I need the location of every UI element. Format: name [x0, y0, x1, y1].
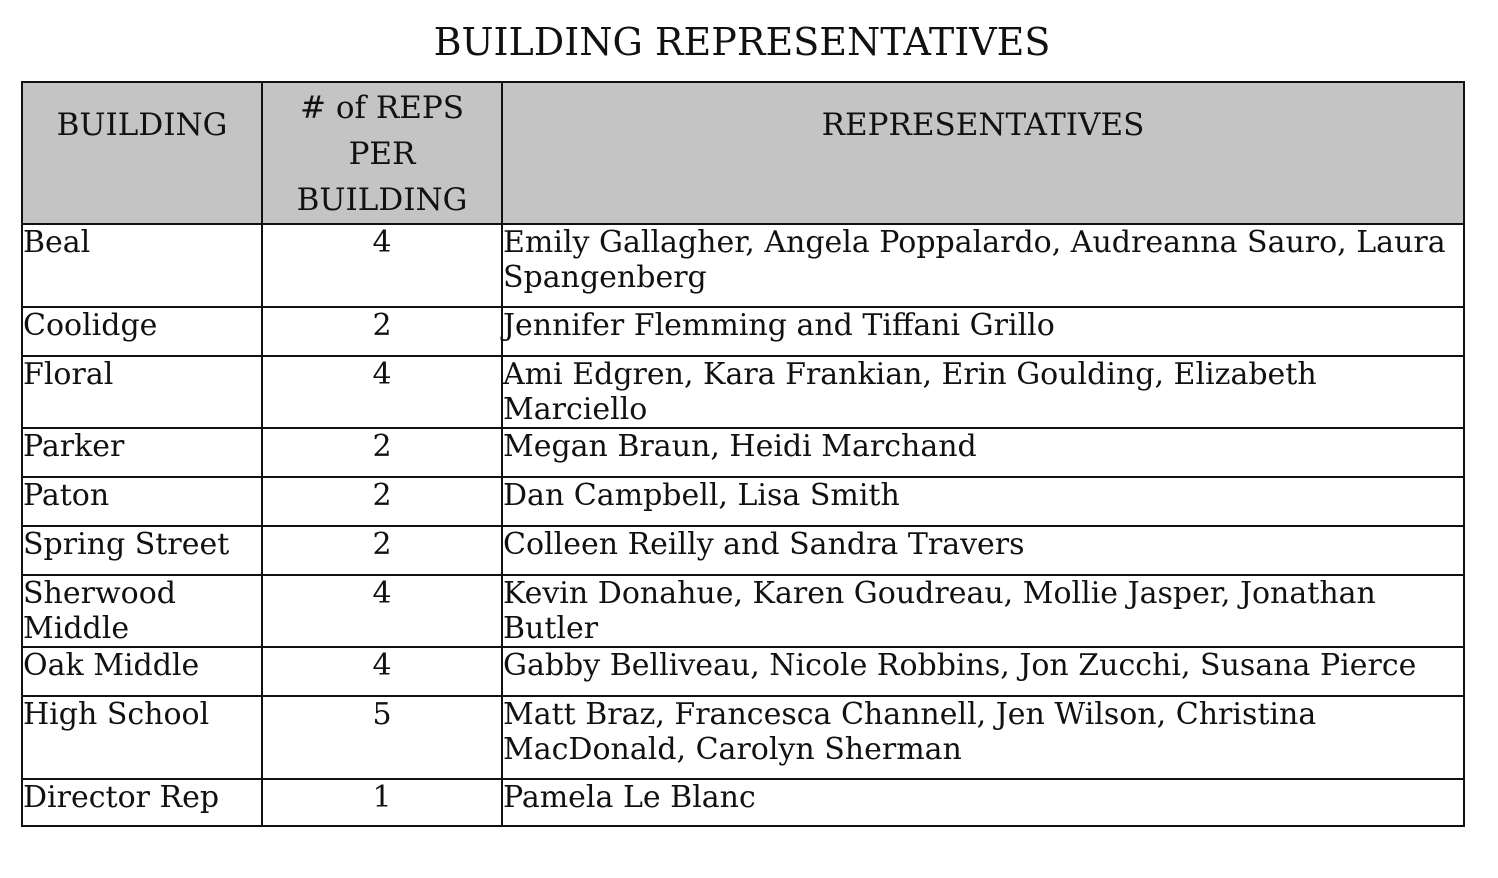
representatives-cell: Emily Gallagher, Angela Poppalardo, Audreanna Sauro, Laura Spangenberg — [502, 224, 1464, 307]
table-row — [22, 647, 1464, 696]
building-cell: Floral — [22, 356, 262, 428]
rep-count-cell: 1 — [262, 779, 502, 826]
document-title: BUILDING REPRESENTATIVES — [433, 20, 1051, 64]
representatives-cell: Megan Braun, Heidi Marchand — [502, 428, 1464, 477]
table-row — [22, 428, 1464, 477]
representatives-cell: Colleen Reilly and Sandra Travers — [502, 526, 1464, 575]
representatives-cell: Pamela Le Blanc — [502, 779, 1464, 826]
header-building — [22, 82, 262, 224]
rep-count-cell: 2 — [262, 307, 502, 356]
representatives-cell: Ami Edgren, Kara Frankian, Erin Goulding, Elizabeth Marciello — [502, 356, 1464, 428]
building-cell: Parker — [22, 428, 262, 477]
representatives-table — [21, 81, 1465, 827]
representatives-cell: Matt Braz, Francesca Channell, Jen Wilson, Christina MacDonald, Carolyn Sherman — [502, 696, 1464, 779]
building-cell: Sherwood Middle — [22, 575, 262, 647]
table-row — [22, 356, 1464, 428]
building-cell: Oak Middle — [22, 647, 262, 696]
header-building-label: BUILDING — [56, 107, 228, 143]
table-row — [22, 779, 1464, 826]
representatives-cell: Jennifer Flemming and Tiffani Grillo — [502, 307, 1464, 356]
building-cell: Spring Street — [22, 526, 262, 575]
building-cell: High School — [22, 696, 262, 779]
building-cell: Director Rep — [22, 779, 262, 826]
table-row — [22, 575, 1464, 647]
representatives-cell: Kevin Donahue, Karen Goudreau, Mollie Jasper, Jonathan Butler — [502, 575, 1464, 647]
rep-count-cell: 2 — [262, 428, 502, 477]
table-row — [22, 307, 1464, 356]
table-row — [22, 526, 1464, 575]
header-reps-per-building — [262, 82, 502, 224]
rep-count-cell: 4 — [262, 224, 502, 307]
header-row — [22, 82, 1464, 224]
header-reps-line-2: PER — [348, 136, 416, 172]
header-representatives — [502, 82, 1464, 224]
header-reps-line-3: BUILDING — [296, 182, 468, 218]
rep-count-cell: 5 — [262, 696, 502, 779]
representatives-cell: Dan Campbell, Lisa Smith — [502, 477, 1464, 526]
table-row — [22, 696, 1464, 779]
header-reps-line-1: # of REPS — [300, 90, 464, 126]
header-representatives-label: REPRESENTATIVES — [821, 107, 1145, 143]
rep-count-cell: 4 — [262, 575, 502, 647]
rep-count-cell: 4 — [262, 356, 502, 428]
table-body — [22, 224, 1464, 826]
table-row — [22, 224, 1464, 307]
table-row — [22, 477, 1464, 526]
header-reps-per-building-label — [263, 83, 501, 223]
rep-count-cell: 2 — [262, 477, 502, 526]
building-cell: Coolidge — [22, 307, 262, 356]
building-cell: Paton — [22, 477, 262, 526]
building-cell: Beal — [22, 224, 262, 307]
rep-count-cell: 2 — [262, 526, 502, 575]
representatives-cell: Gabby Belliveau, Nicole Robbins, Jon Zucchi, Susana Pierce — [502, 647, 1464, 696]
table-header — [22, 82, 1464, 224]
rep-count-cell: 4 — [262, 647, 502, 696]
